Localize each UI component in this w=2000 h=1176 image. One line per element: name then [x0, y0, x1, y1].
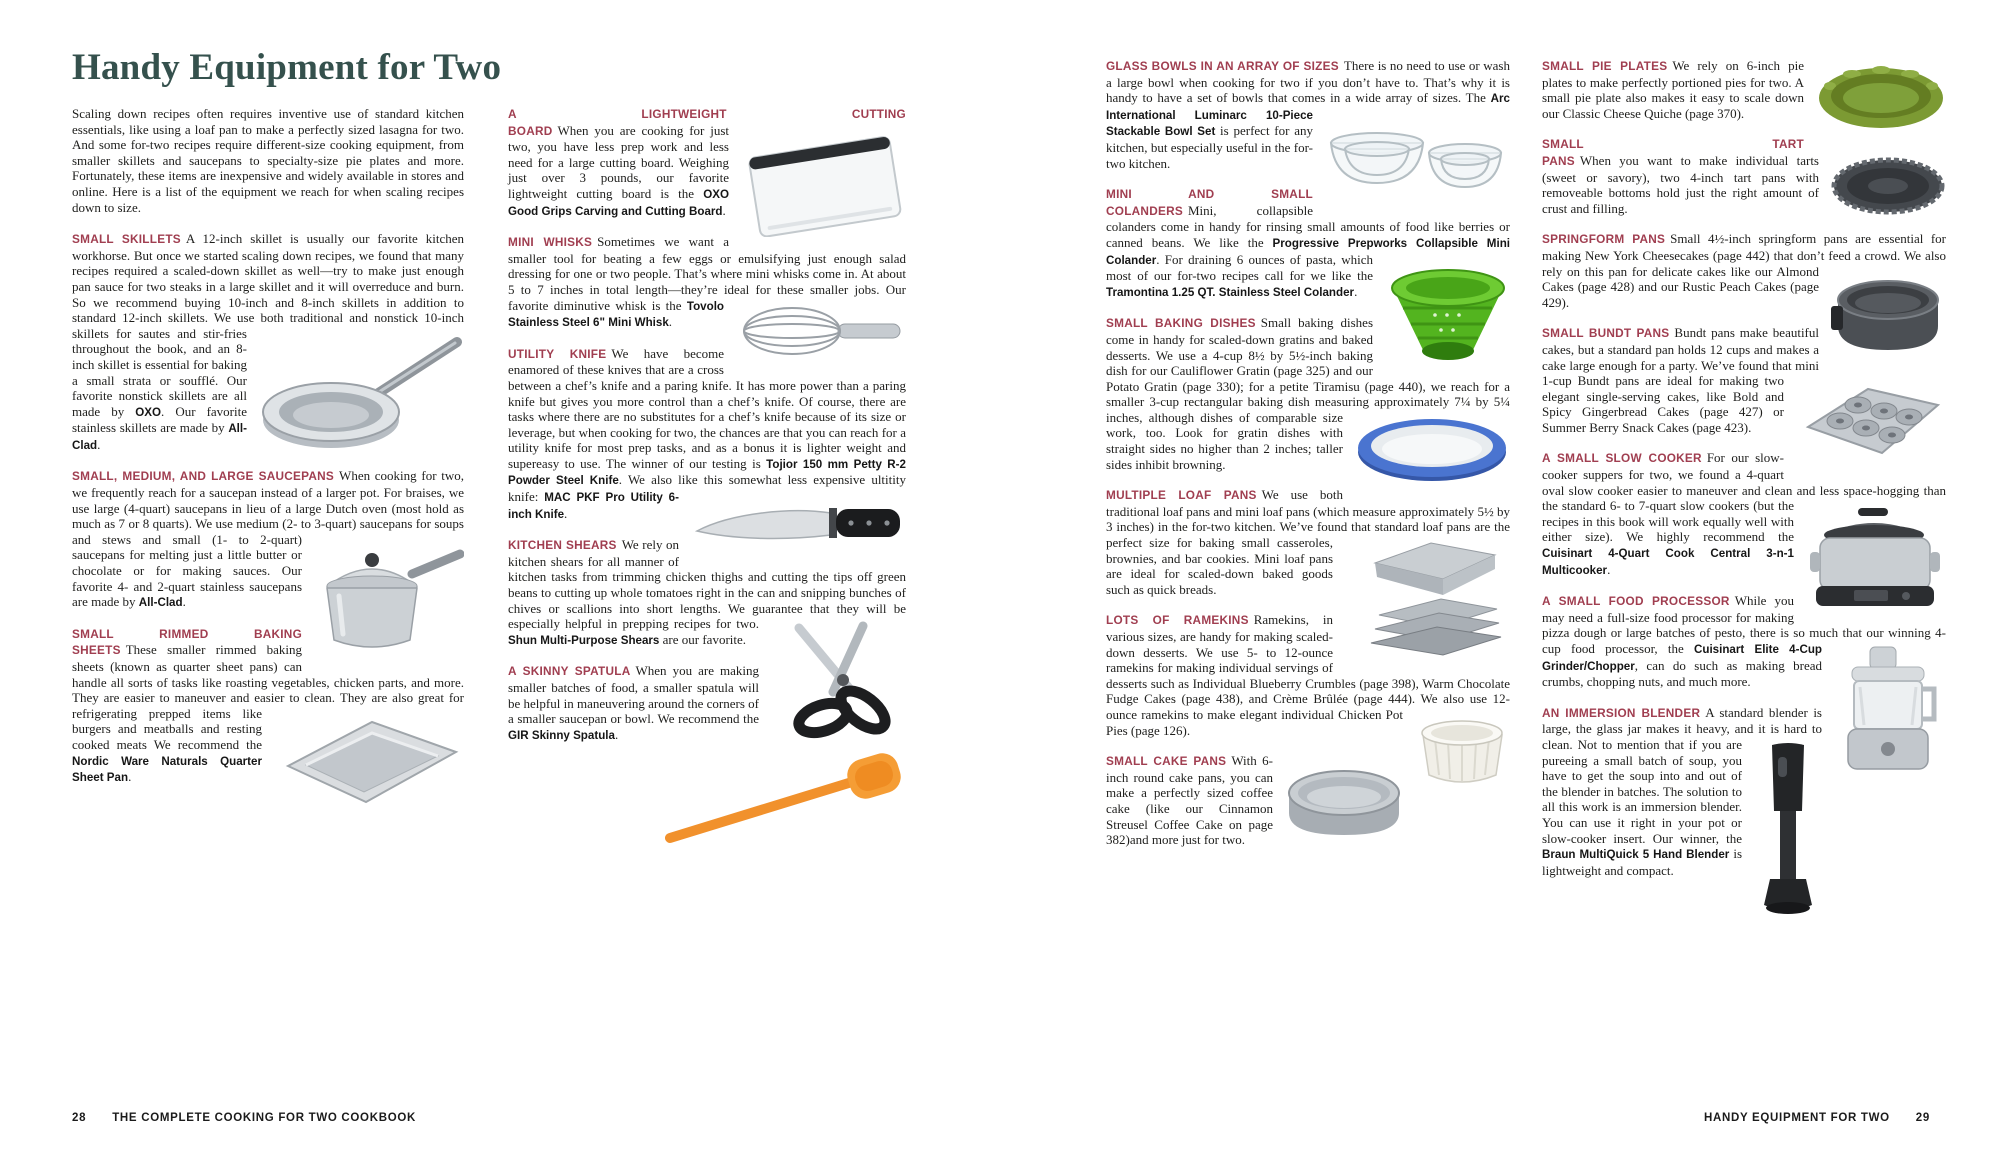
- body-text: 6 ounces of pasta, which most of our for-two recipes call for we like the: [1106, 251, 1373, 284]
- tart-pan-image: [1831, 155, 1946, 217]
- loaf-pans-image: [1345, 537, 1510, 665]
- section-heading: SPRINGFORM PANS: [1542, 232, 1666, 247]
- section-mini-and-small-colanders: [1106, 186, 1510, 300]
- body-text: While you may need a full-size food processor for making pizza dough or large batches of pesto, there is so much: [1542, 593, 1843, 641]
- cutting-board-image: [741, 125, 906, 237]
- section-utility-knife: [508, 346, 906, 523]
- body-text: We rely on 6-inch pie plates to make perfectly portioned pies for two. A small pie plate also makes it easy to scale down our Classic Cheese Quiche (page 370).: [1542, 58, 1804, 121]
- section-heading: A SKINNY SPATULA: [508, 664, 631, 679]
- body-text: .: [564, 505, 568, 521]
- body-text: Mini, collapsible colanders come in handy for rinsing small amounts of food like berries or canned beans. We like the: [1106, 202, 1510, 250]
- section-heading: SMALL CAKE PANS: [1106, 754, 1227, 769]
- section-springform-pans: [1542, 231, 1946, 310]
- column-1: [72, 106, 464, 814]
- body-text: For our slow-cooker suppers for two, we found a 4-quart oval slow cooker easier to maneuver and clean and less space-hogging than the standard 6- to 7-quart slow cookers (but the: [1542, 450, 1946, 514]
- body-text: .: [1354, 283, 1358, 299]
- chapter-title-footer: HANDY EQUIPMENT FOR TWO: [1703, 1112, 1890, 1124]
- section-multiple-loaf-pans: [1106, 487, 1510, 597]
- section-heading: SMALL RIMMED BAKING SHEETS: [72, 626, 302, 658]
- baking-dish-image: [1355, 412, 1510, 484]
- cake-pan-image: [1285, 755, 1403, 845]
- body-text: Sometimes we want a smaller tool for beating a few eggs or emulsifying just enough salad dressing for one or two people. That’s where mini whisks come in. At about 5 to 7 inches in total length—they’re ideal for these smaller jobs.: [508, 234, 906, 297]
- body-text: We use both traditional loaf pans and mini loaf pans (which measure approximately 5½ by 3 inches) in the for-two kitchen. We’ve found: [1106, 487, 1510, 535]
- section-a-lightweight-cutting-board: [508, 106, 906, 219]
- body-text: that standard loaf pans are the perfect size for baking small casseroles, brownies, and bar cookies. Mini loaf pans are ideal for scaled-down baked goods such as quick breads.: [1106, 519, 1510, 597]
- body-text: .: [614, 726, 619, 742]
- section-heading: SMALL, MEDIUM, AND LARGE SAUCEPANS: [72, 469, 335, 484]
- body-text: When cooking for two, we frequently reach for a saucepan instead of a larger pot. For braises, we use large (4-quart) saucepans in lieu of a large Dutch oven (most hold as much as 7 or 8 quarts). We use medium (2- to 3-quart): [72, 468, 464, 532]
- section-heading: GLASS BOWLS IN AN ARRAY OF SIZES: [1106, 59, 1339, 73]
- book-title-footer: THE COMPLETE COOKING FOR TWO COOKBOOK: [112, 1112, 417, 1124]
- product-name: All-Clad: [138, 596, 183, 610]
- body-text: When you are making smaller batches of food, a smaller spatula will be helpful in maneuvering around the corners of a smaller saucepan or bowl. We recommend the: [508, 663, 760, 727]
- product-name: OXO: [135, 405, 162, 419]
- body-text: A standard blender is large, the glass jar makes it heavy, and it is hard to clean. Not: [1542, 704, 1822, 752]
- body-text: work, too. Look for gratin dishes with straight sides no higher than 2 inches; taller sides inhibit browning.: [1106, 425, 1343, 472]
- body-text: . Our favorite stainless skillets are made by: [72, 403, 248, 436]
- section-small-skillets: [72, 231, 464, 453]
- product-name: Tovolo Stainless Steel 6" Mini Whisk: [508, 299, 724, 330]
- body-text: There is no need to use or wash a large bowl when cooking for two if you don’t have to. That’s why it is handy to have a set of bowls that comes in a wide array of sizes. The: [1106, 58, 1510, 106]
- section-heading: A SMALL FOOD PROCESSOR: [1542, 594, 1730, 609]
- section-small-pie-plates: [1542, 58, 1946, 121]
- product-name: Shun Multi-Purpose Shears: [508, 633, 660, 647]
- product-name: Cuisinart 4-Quart Cook Central 3-n-1 Multicooker: [1542, 547, 1794, 577]
- section-heading: SMALL BAKING DISHES: [1106, 316, 1256, 331]
- product-name: MAC PKF Pro Utility 6-inch Knife: [508, 491, 679, 521]
- section-heading: SMALL SKILLETS: [72, 232, 181, 247]
- baking-sheet-image: [274, 708, 464, 808]
- product-name: Nordic Ware Naturals Quarter Sheet Pan: [72, 754, 262, 785]
- product-name: OXO Good Grips Carving and Cutting Board: [508, 187, 729, 218]
- product-name: Braun MultiQuick 5 Hand Blender: [1542, 848, 1730, 862]
- body-text: We have become enamored of these knives that are a cross between a chef’s knife and a paring knife. It has more power than a paring knife but gives you more control than a chef’s knife. Of course, there are tasks where there are no substitutes for a chef’s knife because of its size or leverage, but when cooking for two, the chances are that you can reach for a utility knife for most prep tasks, and as a bonus it is lighter weight and supereasy to use. The winner of our testing is: [508, 345, 906, 471]
- product-name: Progressive Prepworks Collapsible Mini Colander: [1106, 236, 1510, 267]
- section-heading: A SMALL SLOW COOKER: [1542, 451, 1702, 466]
- section-heading: UTILITY KNIFE: [508, 346, 607, 361]
- glass-bowls-image: [1325, 109, 1510, 201]
- immersion-blender-image: [1754, 739, 1822, 919]
- body-text: on this pan for delicate cakes like our Almond Cakes (page 428) and our Rustic Peach Cakes (page 429).: [1542, 263, 1819, 310]
- product-name: All-Clad: [72, 422, 247, 452]
- body-text: We rely on kitchen shears for all manner of kitchen tasks from trimming chicken thighs and cutting the tips off green beans to cutting up whole tomatoes right in the can and snipping bunches of chives or scallions into short lengths. We guarantee that they: [508, 537, 906, 616]
- body-text: With 6-inch round cake pans, you can make a perfectly sized coffee cake (like our Cinnamon Streusel Coffee Cake on page 382)and more just for two.: [1106, 753, 1273, 848]
- body-text: are our favorite.: [659, 631, 747, 647]
- body-text: will be especially helpful in prepping recipes for two.: [508, 600, 906, 632]
- section-glass-bowls-in-an-array-of-sizes: [1106, 58, 1510, 171]
- section-heading: A LIGHTWEIGHT CUTTING BOARD: [508, 107, 906, 138]
- footer-right: [1704, 1112, 1930, 1124]
- page-title: Handy Equipment for Two: [72, 47, 502, 88]
- ramekin-image: [1415, 709, 1510, 794]
- body-text: recipes in this book will work equally well with either size). We highly recommend the: [1542, 513, 1794, 545]
- skillet-image: [259, 328, 464, 453]
- body-text: is lightweight and compact.: [1542, 846, 1742, 878]
- section-heading: KITCHEN SHEARS: [508, 538, 617, 553]
- intro-paragraph: Scaling down recipes often requires inventive use of standard kitchen essentials, like using a loaf pan to make a perfectly sized lasagna for two. And some for-two recipes require different-size cooking equipment, from smaller skillets and saucepans to specialty-size pie plates and more. Fortunately, these items are inexpensive and widely available in stores and online. Here is a list of the equipment we reach for when scaling recipes down to size.: [72, 106, 464, 215]
- body-text: Ramekins, in various sizes, are handy for making scaled-down desserts. We use 5- to 12-ounce ramekins for making individual servings of desserts such as Individual Blueberry Crumbles (page 398), Warm Chocolate Fudge Cakes (page 438), and Crème Brûlée (page 444). We also use 12-ounce ramekins: [1106, 612, 1510, 722]
- pie-plate-image: [1816, 60, 1946, 134]
- body-text: Bundt pans make beautiful cakes, but a standard pan holds 12 cups and makes a cake large enough for a party. We’ve found that mini 1-cup Bundt: [1542, 325, 1819, 389]
- section-small-tart-pans: [1542, 136, 1946, 216]
- column-2: [508, 106, 906, 854]
- section-heading: AN IMMERSION BLENDER: [1542, 705, 1701, 720]
- body-text: is perfect for any kitchen, but especially useful in the for-two kitchen.: [1106, 123, 1313, 171]
- body-text: .: [722, 202, 726, 218]
- body-text: to make elegant individual Chicken Pot Pies (page 126).: [1106, 706, 1403, 738]
- footer-left: [72, 1112, 416, 1124]
- body-text: Small 4½-inch springform pans are essential for making New York Cheesecakes (page 442) that don’t feed a crowd. We also rely: [1542, 231, 1947, 279]
- page-number-left: 28: [72, 1112, 87, 1124]
- section-heading: MULTIPLE LOAF PANS: [1106, 488, 1257, 503]
- section-mini-whisks: [508, 234, 906, 331]
- section-heading: SMALL PIE PLATES: [1542, 59, 1668, 73]
- section-heading: LOTS OF RAMEKINS: [1106, 613, 1249, 628]
- product-name: GIR Skinny Spatula: [508, 728, 615, 742]
- body-text: These smaller rimmed baking sheets (known as quarter sheet pans) can handle all sorts of tasks like roasting vegetables, chicken parts, and more. They are easier to maneuver and easier to clean.: [72, 642, 464, 706]
- page-number-right: 29: [1915, 1112, 1930, 1124]
- section-heading: MINI WHISKS: [508, 235, 593, 250]
- body-text: expensive ultitity knife:: [508, 472, 906, 505]
- section-heading: SMALL BUNDT PANS: [1542, 326, 1670, 341]
- springform-pan-image: [1831, 266, 1946, 358]
- knife-image: [691, 491, 906, 561]
- body-text: that our winning 4-cup food processor, the: [1542, 625, 1947, 656]
- section-heading: MINI AND SMALL COLANDERS: [1106, 187, 1313, 218]
- colander-image: [1385, 254, 1510, 366]
- section-heading: SMALL TART PANS: [1542, 137, 1804, 168]
- whisk-image: [736, 300, 906, 362]
- body-text: .: [128, 769, 132, 785]
- column-4: [1542, 58, 1946, 925]
- saucepan-image: [314, 534, 464, 656]
- body-text: They are also great for refrigerating prepped items like burgers and meatballs and resting cooked meats We recommend the: [72, 690, 464, 752]
- product-name: Tojior 150 mm Petty R-2 Powder Steel Knife: [508, 457, 906, 488]
- body-text: .: [97, 436, 101, 452]
- body-text: . We also like this somewhat less: [618, 472, 814, 488]
- body-text: A 12-inch skillet is usually our favorite kitchen workhorse. But once we started scaling down recipes, we found that many recipes required a scaled-down skillet as well—try to make just enough pan sauce for two steaks in a large skillet and it will overreduce and burn. So we recommend buying 10-inch and 8-inch skillets in addition to standard 12-inch skillets. We use both traditional and nonstick 10-inch skillets for sautes and stir-fries: [72, 231, 464, 341]
- product-name: Arc International Luminarc 10-Piece Stackable Bowl Set: [1106, 92, 1510, 139]
- shears-image: [771, 618, 906, 740]
- body-text: saucepans for soups and stews and small (1- to 2-quart) saucepans for melting just a little butter or chocolate or for making sauces. Our favorite 4- and 2-quart stainless saucepans are made by: [72, 516, 464, 610]
- spatula-image: [656, 748, 906, 848]
- slow-cooker-image: [1806, 500, 1946, 615]
- body-text: throughout the book, and an 8-inch skillet is essential for baking a small strata or soufflé. Our favorite nonstick skillets are all made by: [72, 341, 247, 419]
- body-text: , can do such as making bread crumbs, chopping nuts, and much more.: [1542, 657, 1822, 690]
- body-text: When you are cooking for just two, you have less prep work and less need for a large cutting board. Weighing just over 3 pounds, our favorite lightweight cutting board is the: [508, 122, 729, 201]
- body-text: Small baking dishes come in handy for scaled-down gratins and baked desserts. We use a 4-cup 8½ by 5½-inch baking dish for our Cauliflower Gratin (page 325) and our Potato Gratin (page 330); for a petite Tiramisu (page 440), we reach for a smaller 3-cup rectangular baking dish measuring approximately 7¼ by 5¼ inches, although dishes of comparable size: [1106, 315, 1510, 425]
- product-name: Cuisinart Elite 4-Cup Grinder/Chopper: [1542, 643, 1822, 673]
- food-processor-image: [1834, 643, 1946, 773]
- column-3: [1106, 58, 1510, 863]
- body-text: Our favorite diminutive whisk is the: [508, 281, 906, 313]
- bundt-pan-image: [1796, 375, 1946, 470]
- body-text: .: [182, 594, 186, 610]
- section-small-medium-and-large-saucepans: [72, 468, 464, 610]
- body-text: .: [668, 314, 673, 330]
- body-text: pans are ideal for making two elegant single-serving cakes, like Bold and Spicy Gingerbread Cakes (page 427) or Summer Berry Snack Cakes (page 423).: [1542, 373, 1784, 435]
- body-text: . For draining: [1156, 251, 1237, 267]
- body-text: When you want to make individual tarts (sweet or savory), two 4-inch tart pans with removeable bottoms hold just the right amount of crust and filling.: [1542, 152, 1819, 216]
- body-text: to mention that if you are pureeing a small batch of soup, you have to get the soup into and out of the blender in batches. The solution to all this work is an immersion blender. You can use it right in your pot or slow-cooker insert. Our winner, the: [1542, 736, 1743, 846]
- body-text: .: [1607, 561, 1611, 577]
- product-name: Tramontina 1.25 QT. Stainless Steel Colander: [1106, 285, 1355, 299]
